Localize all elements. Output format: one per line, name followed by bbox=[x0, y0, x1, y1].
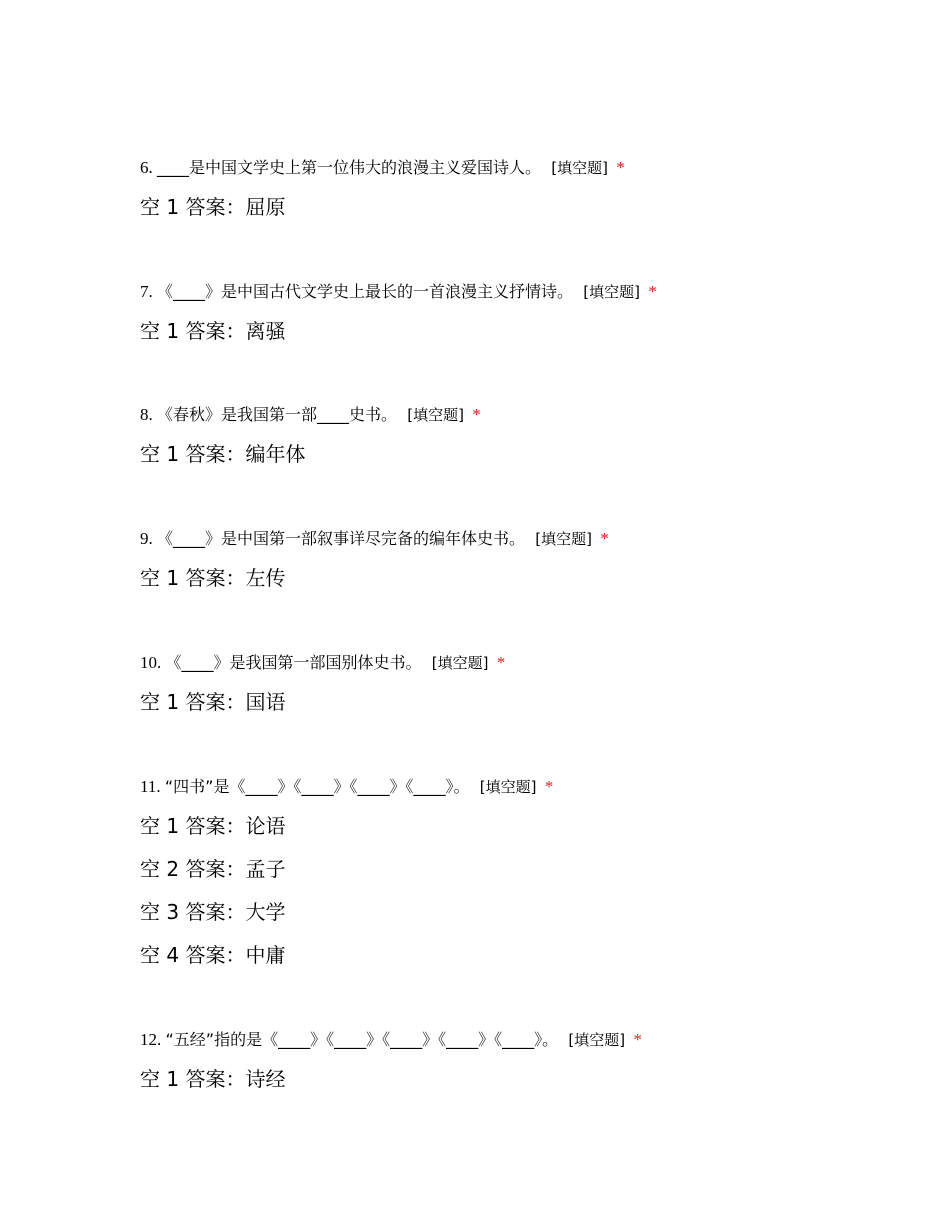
question-6 bbox=[140, 157, 625, 220]
answer-blank-1: 空 1 答案：离骚 bbox=[140, 319, 286, 343]
question-type-label: [填空题] bbox=[479, 778, 537, 796]
answer-blank-3: 空 3 答案：大学 bbox=[140, 900, 286, 924]
question-line bbox=[140, 1029, 642, 1051]
required-asterisk-icon: * bbox=[472, 405, 481, 424]
question-type-label: [填空题] bbox=[568, 1031, 626, 1049]
question-type-label: [填空题] bbox=[535, 530, 592, 548]
question-number: 7. bbox=[140, 282, 153, 301]
question-number: 10. bbox=[140, 653, 162, 672]
question-number: 8. bbox=[140, 405, 153, 424]
question-line bbox=[140, 528, 609, 550]
required-asterisk-icon: * bbox=[633, 1030, 642, 1049]
question-text: ____是中国文学史上第一位伟大的浪漫主义爱国诗人。 bbox=[157, 158, 542, 177]
answer-blank-1: 空 1 答案：编年体 bbox=[140, 442, 306, 466]
question-number: 6. bbox=[140, 158, 153, 177]
question-9 bbox=[140, 528, 609, 591]
answer-blank-4: 空 4 答案：中庸 bbox=[140, 943, 286, 967]
question-text: 《春秋》是我国第一部____史书。 bbox=[157, 405, 398, 424]
question-type-label: [填空题] bbox=[583, 283, 640, 301]
question-11 bbox=[140, 776, 553, 968]
question-text: “五经”指的是《____》《____》《____》《____》《____》。 bbox=[165, 1030, 559, 1049]
question-text: “四书”是《____》《____》《____》《____》。 bbox=[164, 777, 470, 796]
question-number: 11. bbox=[140, 777, 161, 796]
required-asterisk-icon: * bbox=[496, 653, 506, 672]
question-type-label: [填空题] bbox=[551, 159, 608, 177]
required-asterisk-icon: * bbox=[600, 529, 609, 548]
question-type-label: [填空题] bbox=[431, 654, 489, 672]
question-10 bbox=[140, 652, 505, 715]
answer-blank-2: 空 2 答案：孟子 bbox=[140, 857, 286, 881]
question-12 bbox=[140, 1029, 642, 1092]
question-7 bbox=[140, 281, 657, 344]
answer-blank-1: 空 1 答案：国语 bbox=[140, 690, 286, 714]
question-number: 12. bbox=[140, 1030, 162, 1049]
question-line bbox=[140, 157, 625, 179]
question-text: 《____》是中国第一部叙事详尽完备的编年体史书。 bbox=[157, 529, 526, 548]
question-8 bbox=[140, 404, 481, 467]
question-text: 《____》是我国第一部国别体史书。 bbox=[165, 653, 422, 672]
question-line bbox=[140, 281, 657, 303]
required-asterisk-icon: * bbox=[544, 777, 554, 796]
answer-blank-1: 空 1 答案：诗经 bbox=[140, 1067, 286, 1091]
required-asterisk-icon: * bbox=[648, 282, 657, 301]
question-line bbox=[140, 404, 481, 426]
answer-blank-1: 空 1 答案：论语 bbox=[140, 814, 286, 838]
question-line bbox=[140, 652, 505, 674]
answer-blank-1: 空 1 答案：屈原 bbox=[140, 195, 286, 219]
question-number: 9. bbox=[140, 529, 153, 548]
answer-blank-1: 空 1 答案：左传 bbox=[140, 566, 286, 590]
question-text: 《____》是中国古代文学史上最长的一首浪漫主义抒情诗。 bbox=[157, 282, 574, 301]
required-asterisk-icon: * bbox=[616, 158, 625, 177]
question-type-label: [填空题] bbox=[407, 406, 464, 424]
question-line bbox=[140, 776, 553, 798]
